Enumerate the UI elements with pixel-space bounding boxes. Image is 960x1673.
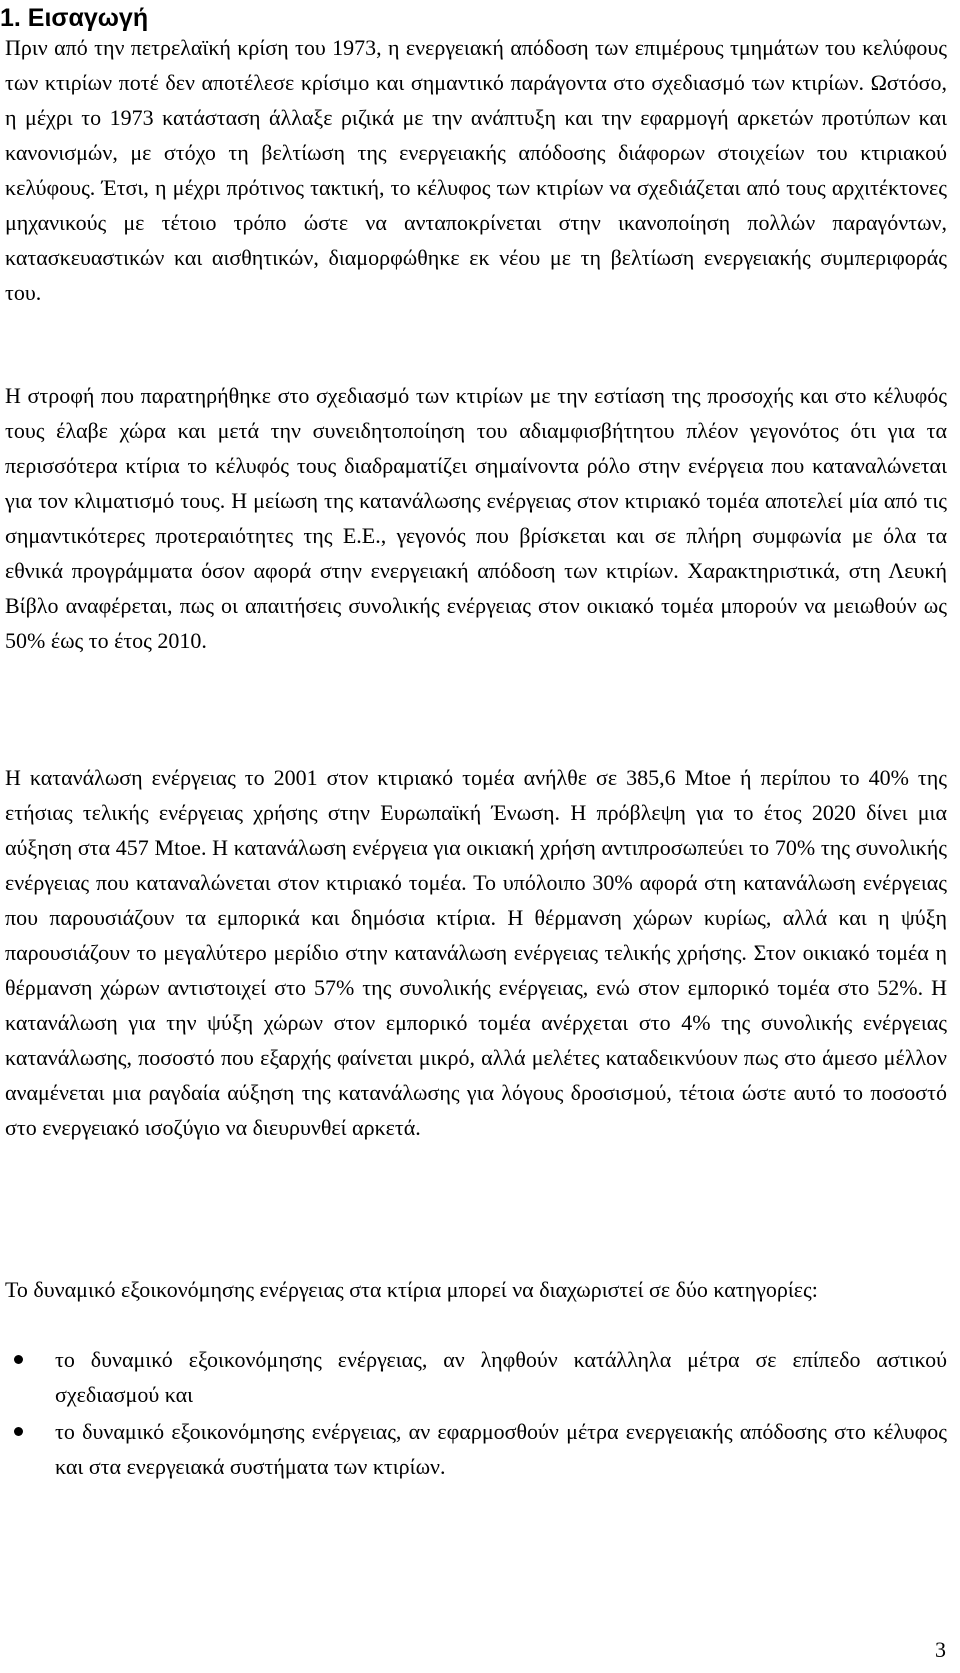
list-item-text: το δυναμικό εξοικονόμησης ενέργειας, αν ληφθούν κατάλληλα μέτρα σε επίπεδο αστικού σχεδιασμού και (55, 1347, 947, 1407)
paragraph: Η κατανάλωση ενέργειας το 2001 στον κτιριακό τομέα ανήλθε σε 385,6 Mtoe ή περίπου το 40% της ετήσιας τελικής ενέργειας χρήσης στην Ευρωπαϊκή Ένωση. Η πρόβλεψη για το έτος 2020 δίνει μια αύξηση στα 457 Mtoe. Η κατανάλωση ενέργεια για οικιακή χρήση αντιπροσωπεύει το 70% της συνολικής ενέργειας που καταναλώνεται στον κτιριακό τομέα. Το υπόλοιπο 30% αφορά στη κατανάλωση ενέργειας που παρουσιάζουν τα εμπορικά και δημόσια κτίρια. Η θέρμανση χώρων κυρίως, αλλά και η ψύξη παρουσιάζουν το μεγαλύτερο μερίδιο στην κατανάλωση ενέργειας τελικής χρήσης. Στον οικιακό τομέα η θέρμανση χώρων αντιστοιχεί στο 57% της συνολικής ενέργειας, ενώ στον εμπορικό τομέα στο 52%. Η κατανάλωση για την ψύξη χώρων στον εμπορικό τομέα ανέρχεται στο 4% της συνολικής ενέργειας κατανάλωσης, ποσοστό που εξαρχής φαίνεται μικρό, αλλά μελέτες καταδεικνύουν πως στο άμεσο μέλλον αναμένεται μια ραγδαία αύξηση της κατανάλωσης για λόγους δροσισμού, τέτοια ώστε αυτό το ποσοστό στο ενεργειακό ισοζύγιο να διευρυνθεί αρκετά. (5, 765, 947, 1140)
paragraph: Πριν από την πετρελαϊκή κρίση του 1973, η ενεργειακή απόδοση των επιμέρους τμημάτων του κελύφους των κτιρίων ποτέ δεν αποτέλεσε κρίσιμο και σημαντικό παράγοντα στο σχεδιασμό των κτιρίων. Ωστόσο, η μέχρι το 1973 κατάσταση άλλαξε ριζικά με την ανάπτυξη και την εφαρμογή αρκετών προτύπων και κανονισμών, με στόχο τη βελτίωση της ενεργειακής απόδοσης διάφορων στοιχείων του κτιριακού κελύφους. Έτσι, η μέχρι πρότινος τακτική, το κέλυφος των κτιρίων να σχεδιάζεται από τους αρχιτέκτονες μηχανικούς με τέτοιο τρόπο ώστε να ανταποκρίνεται στην ικανοποίηση πολλών παραγόντων, κατασκευαστικών και αισθητικών, διαμορφώθηκε εκ νέου με τη βελτίωση ενεργειακής συμπεριφοράς του. (5, 35, 947, 305)
bullet-list (0, 1342, 947, 1486)
list-item (0, 1414, 947, 1484)
bullet-icon (14, 1355, 23, 1364)
list-item (0, 1342, 947, 1412)
paragraph: Η στροφή που παρατηρήθηκε στο σχεδιασμό των κτιρίων με την εστίαση της προσοχής και στο κέλυφός τους έλαβε χώρα και μετά την συνειδητοποίηση του αδιαμφισβήτητου πλέον γεγονότος ότι για τα περισσότερα κτίρια το κέλυφός τους διαδραματίζει σημαίνοντα ρόλο στην ενέργεια που καταναλώνεται για τον κλιματισμό τους. Η μείωση της κατανάλωσης ενέργειας στον κτιριακό τομέα αποτελεί μία από τις σημαντικότερες προτεραιότητες της Ε.Ε., γεγονός που βρίσκεται και σε πλήρη συμφωνία με όλα τα εθνικά προγράμματα όσον αφορά στην ενεργειακή απόδοση των κτιρίων. Χαρακτηριστικά, στη Λευκή Βίβλο αναφέρεται, πως οι απαιτήσεις συνολικής ενέργειας στον οικιακό τομέα μπορούν να μειωθούν ως 50% έως το έτος 2010. (5, 383, 947, 653)
page-number: 3 (935, 1637, 946, 1662)
bullet-icon (14, 1427, 23, 1436)
paragraph: Το δυναμικό εξοικονόμησης ενέργειας στα κτίρια μπορεί να διαχωριστεί σε δύο κατηγορίες: (5, 1277, 818, 1302)
section-heading: 1. Εισαγωγή (0, 4, 149, 32)
list-item-text: το δυναμικό εξοικονόμησης ενέργειας, αν εφαρμοσθούν μέτρα ενεργειακής απόδοσης στο κέλυφος και στα ενεργειακά συστήματα των κτιρίων. (55, 1419, 947, 1479)
